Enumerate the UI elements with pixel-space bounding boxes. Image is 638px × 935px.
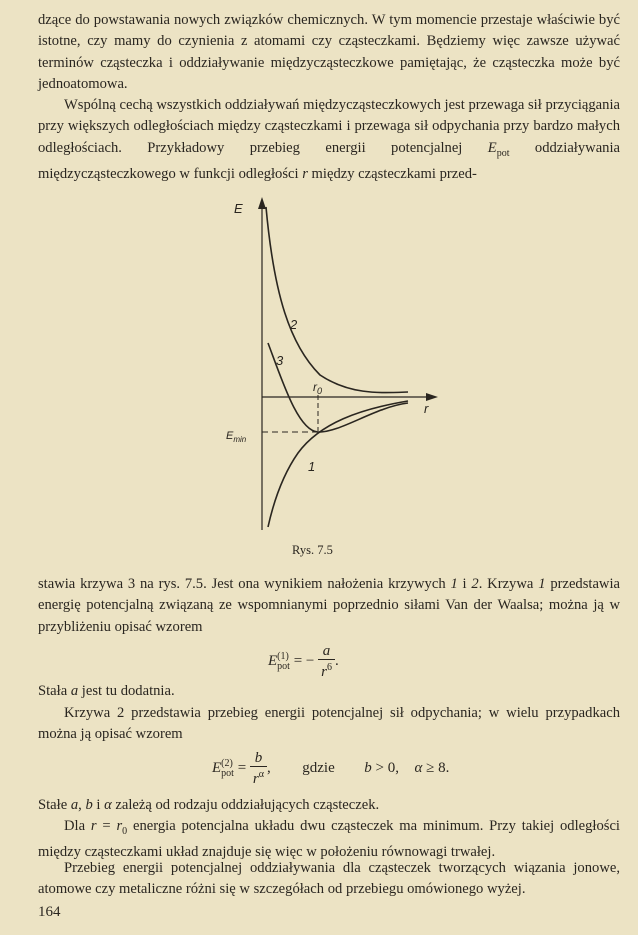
paragraph-common-feature: Wspólną cechą wszystkich oddziaływań międzycząsteczkowych jest przewaga sił przyciągania przy większych odległościach między cząsteczkami i przewaga sił odpychania przy bardzo małych odległościach. Przykładowy przebieg energii potencjalnej $E_{pot}$ oddziaływania międzycząsteczkowego w funkcji odległości r między cząsteczkami przed-	[38, 97, 620, 182]
curve-2-label: 2	[290, 317, 298, 332]
paragraph-equilibrium: Dla $r = r_0$ energia potencjalna układu dwu cząsteczek ma minimum. Przy takiej odległości między cząsteczkami układ znajduje się więc w położeniu równowagi trwałej.	[38, 818, 620, 861]
figure-caption: Rys. 7.5	[292, 543, 333, 557]
page-number: 164	[38, 904, 61, 920]
curve-1-attraction	[268, 401, 408, 527]
paragraph-ionic-bonds: Przebieg energii potencjalnej oddziaływania dla cząsteczek tworzących wiązania jonowe, atomowe czy metaliczne różni się w szczegółach od przebiegu omówionego wyżej.	[38, 860, 620, 898]
equation-attraction: E (1) pot = − $\frac{a}{r^6}$ .	[268, 643, 339, 680]
e-axis-arrow	[258, 197, 266, 209]
potential-energy-figure	[210, 195, 450, 535]
paragraph-curve-3: stawia krzywa 3 na rys. 7.5. Jest ona wynikiem nałożenia krzywych 1 i 2. Krzywa 1 przedstawia energię potencjalną związaną ze wspomnianymi poprzednio siłami Van der Waalsa; można ją w przybliżeniu opisać wzorem	[38, 576, 621, 635]
paragraph-curve-2: Krzywa 2 przedstawia przebieg energii potencjalnej sił odpychania; w wielu przypadkach można ją opisać wzorem	[38, 705, 620, 743]
r-axis-arrow	[426, 393, 438, 401]
curve-3-total	[268, 343, 408, 432]
curve-2-repulsion	[266, 207, 408, 393]
paragraph-intro: dzące do powstawania nowych związków chemicznych. W tym momencie przestaje właściwie być istotne, czy mamy do czynienia z atomami czy cząsteczkami. Będziemy więc zawsze używać terminów cząsteczka i oddziaływanie międzycząsteczkowe pamiętając, że cząsteczka może być jednoatomowa.	[38, 12, 620, 92]
r-axis-label: r	[424, 401, 429, 416]
e-axis-label: E	[234, 201, 243, 216]
paragraph-constant-a: Stała a jest tu dodatnia.	[38, 683, 175, 699]
r0-label: $r_0$	[313, 380, 323, 396]
equation-repulsion: E (2) pot = $\frac{b}{r^\alpha}$ , gdzie b > 0, α ≥ 8.	[212, 750, 450, 787]
paragraph-constants: Stałe a, b i α zależą od rodzaju oddziałujących cząsteczek.	[38, 797, 380, 813]
curve-3-label: 3	[276, 353, 284, 368]
curve-1-label: 1	[308, 459, 316, 474]
emin-label: $E_{min}$	[226, 430, 247, 444]
